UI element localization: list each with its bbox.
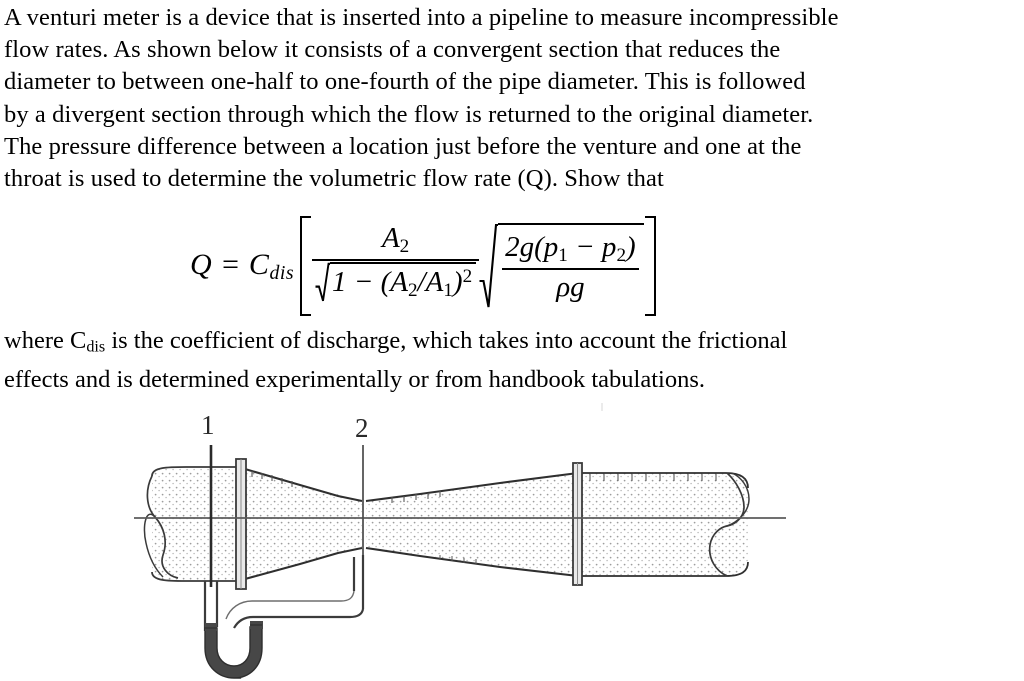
bracket-right [645, 216, 656, 316]
explanation-prefix: where C [4, 327, 87, 354]
manometer-horizontal-inner [226, 591, 354, 619]
term-2g-open: 2g(p [505, 231, 559, 264]
p1-subscript: 1 [558, 244, 568, 266]
const-one: 1 [332, 266, 347, 299]
pressure-fraction [502, 231, 639, 304]
subscript-dis: dis [269, 261, 295, 284]
symbol-Q: Q [190, 247, 213, 281]
pressure-numerator [502, 231, 639, 268]
subscript-1: 1 [443, 279, 453, 301]
minus-p: − p [567, 231, 617, 264]
fraction-denominator [312, 261, 479, 310]
pressure-radicand [498, 223, 644, 309]
station-label-1: 1 [201, 410, 215, 440]
fraction-numerator [379, 222, 412, 259]
explanation-rest: is the coefficient of discharge, which takes into account the frictional [105, 327, 788, 354]
exponent-2: 2 [462, 265, 473, 287]
equation-left-hand-side [190, 248, 300, 285]
explanation-paragraph [4, 325, 1020, 397]
pressure-radical [479, 223, 644, 309]
inlet-pipe-section [152, 467, 245, 581]
slash: / [417, 266, 426, 299]
paragraph-line-3: diameter to between one-half to one-fourth of the pipe diameter. This is followed [4, 68, 806, 96]
venturi-diagram-svg [0, 395, 1024, 681]
subscript-2: 2 [399, 235, 410, 257]
bracket-contents [311, 216, 645, 316]
outlet-pipe-section [578, 473, 748, 576]
outlet-flange [573, 463, 582, 585]
paragraph-line-2: flow rates. As shown below it consists of a convergent section that reduces the [4, 36, 781, 64]
symbol-A2: A [390, 266, 408, 299]
minus-open-paren: − ( [346, 266, 391, 299]
manometer-fluid [205, 621, 263, 678]
inlet-flange [236, 459, 246, 589]
paragraph-line-5: The pressure difference between a location just before the venture and one at the [4, 132, 802, 160]
radical-sign-icon [315, 262, 330, 302]
divergent-section [366, 473, 578, 576]
explanation-line-1 [4, 325, 1020, 364]
paragraph-line-4: by a divergent section through which the flow is returned to the original diameter. [4, 100, 814, 128]
equation-bracket-group [300, 216, 656, 316]
discharge-equation [190, 214, 656, 318]
intro-paragraph [4, 2, 1020, 195]
station-label-2: 2 [355, 413, 369, 443]
symbol-A: A [381, 222, 400, 255]
close-paren: ) [452, 266, 463, 299]
area-ratio-fraction [312, 222, 479, 310]
numerator-close-paren: ) [626, 231, 636, 264]
symbol-C: C [248, 247, 270, 281]
venturi-meter-figure [0, 395, 1024, 681]
denominator-radical [315, 262, 476, 302]
subscript-2b: 2 [407, 279, 418, 301]
p2-subscript: 2 [616, 244, 626, 266]
explanation-line-2: effects and is determined experimentally or from handbook tabulations. [4, 366, 705, 394]
paragraph-line-6: throat is used to determine the volumetric flow rate (Q). Show that [4, 165, 664, 193]
denominator-radicand [330, 262, 476, 302]
radical-sign-big-icon [479, 223, 498, 309]
pressure-denominator: ρg [556, 270, 585, 303]
bracket-left [300, 216, 311, 316]
paragraph-line-1: A venturi meter is a device that is inserted into a pipeline to measure incompressible [4, 4, 839, 31]
symbol-A1: A [425, 266, 444, 299]
cdis-subscript: dis [86, 338, 106, 356]
equals-sign: = [212, 247, 249, 281]
symbol-Cdis [248, 247, 295, 284]
